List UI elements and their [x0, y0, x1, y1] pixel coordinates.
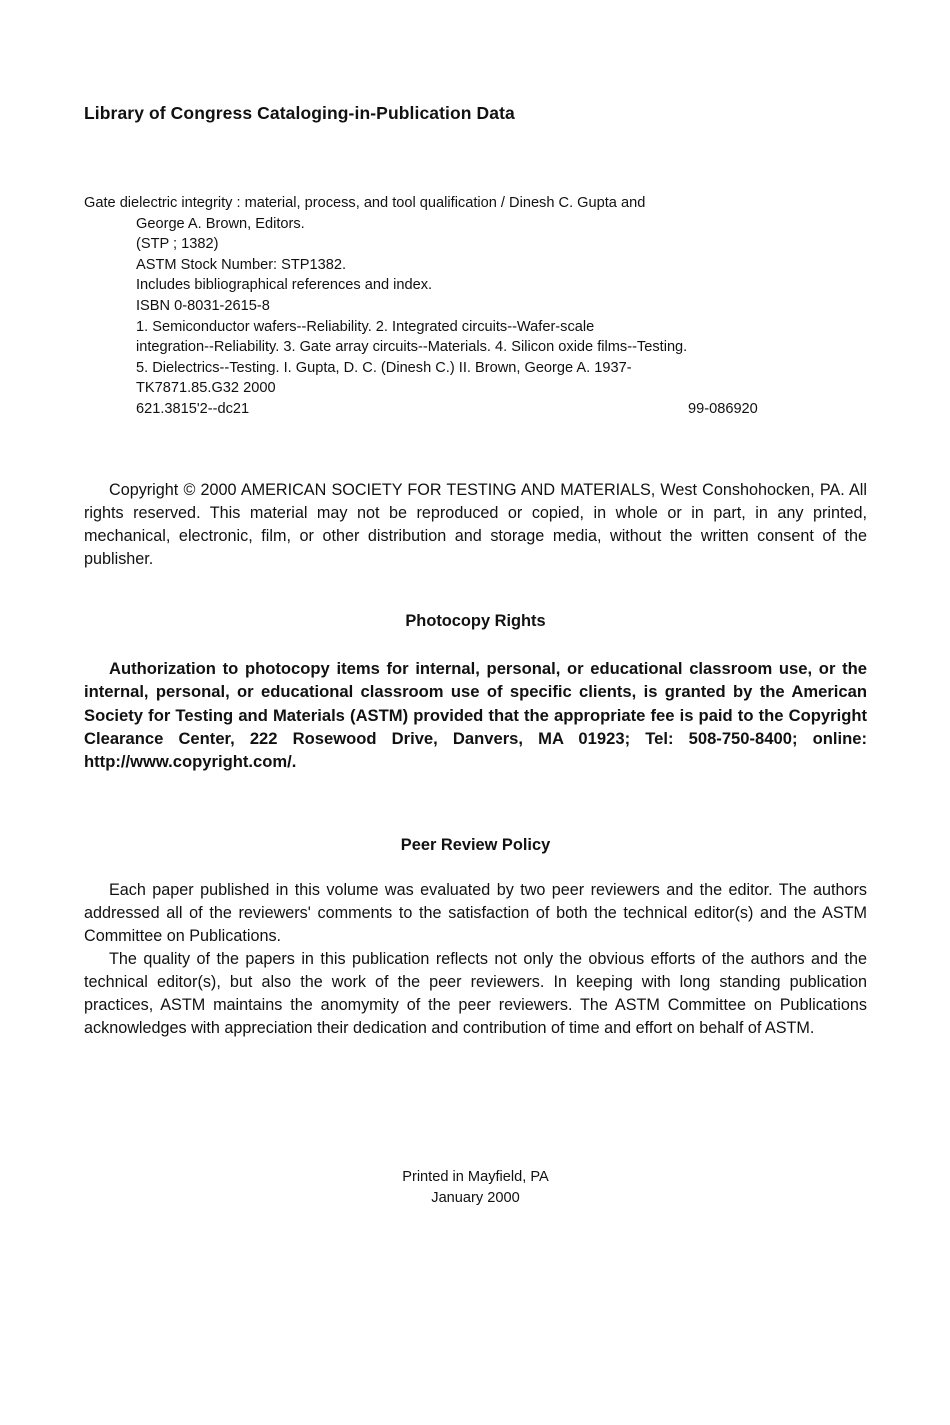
- cip-bibliography-line: Includes bibliographical references and index.: [136, 277, 433, 294]
- cip-dewey-number: 621.3815'2--dc21: [136, 400, 250, 417]
- cip-subjects-line: 1. Semiconductor wafers--Reliability. 2. Integrated circuits--Wafer-scale: [136, 318, 595, 335]
- photocopy-rights-text: Authorization to photocopy items for internal, personal, or educational classroom use, or the internal, personal, or educational classroom use of specific clients, is granted by the American Society for Testing and Materials (ASTM) provided that the appropriate fee is paid to the Copyright Clearance Center, 222 Rosewood Drive, Danvers, MA 01923; Tel: 508-750-8400; online: http://www.copyright.com/.: [84, 659, 867, 772]
- cip-block: [84, 193, 784, 420]
- cip-isbn-line: ISBN 0-8031-2615-8: [136, 297, 270, 314]
- peer-review-paragraph: The quality of the papers in this publication reflects not only the obvious efforts of the authors and the technical editor(s), but also the work of the peer reviewers. In keeping with long standing publication practices, ASTM maintains the anomymity of the peer reviewers. The ASTM Committee on Publications acknowledges with appreciation their dedication and contribution of time and effort on behalf of ASTM.: [84, 950, 867, 1037]
- cip-dewey-line: [84, 399, 784, 420]
- peer-review-title: Peer Review Policy: [400, 836, 551, 854]
- cip-title-line: Gate dielectric integrity : material, process, and tool qualification / Dinesh C. Gupta and: [84, 195, 646, 211]
- cip-series-line: (STP ; 1382): [136, 236, 219, 253]
- copyright-notice: Copyright © 2000 AMERICAN SOCIETY FOR TESTING AND MATERIALS, West Conshohocken, PA. All rights reserved. This material may not be reproduced or copied, in whole or in part, in any printed, mechanical, electronic, film, or other distribution and storage media, without the written consent of the publisher.: [84, 481, 867, 568]
- cip-stock-number-line: ASTM Stock Number: STP1382.: [136, 256, 347, 273]
- printed-date: January 2000: [431, 1190, 520, 1206]
- cip-subjects-line: 5. Dielectrics--Testing. I. Gupta, D. C. (Dinesh C.) II. Brown, George A. 1937-: [136, 359, 632, 376]
- cip-call-number-line: TK7871.85.G32 2000: [136, 380, 276, 397]
- cip-heading: Library of Congress Cataloging-in-Publication Data: [84, 103, 515, 123]
- printing-info: [84, 1167, 867, 1209]
- photocopy-rights-title: Photocopy Rights: [405, 612, 546, 630]
- cip-editors-line: George A. Brown, Editors.: [136, 215, 305, 232]
- printed-location: Printed in Mayfield, PA: [402, 1169, 549, 1185]
- peer-review-paragraph: Each paper published in this volume was evaluated by two peer reviewers and the editor. The authors addressed all of the reviewers' comments to the satisfaction of both the technical editor(s) and the ASTM Committee on Publications.: [84, 881, 867, 945]
- cip-lccn: 99-086920: [688, 400, 758, 417]
- peer-review-text: [84, 879, 867, 1040]
- cip-subjects-line: integration--Reliability. 3. Gate array circuits--Materials. 4. Silicon oxide films--Testing.: [136, 339, 688, 356]
